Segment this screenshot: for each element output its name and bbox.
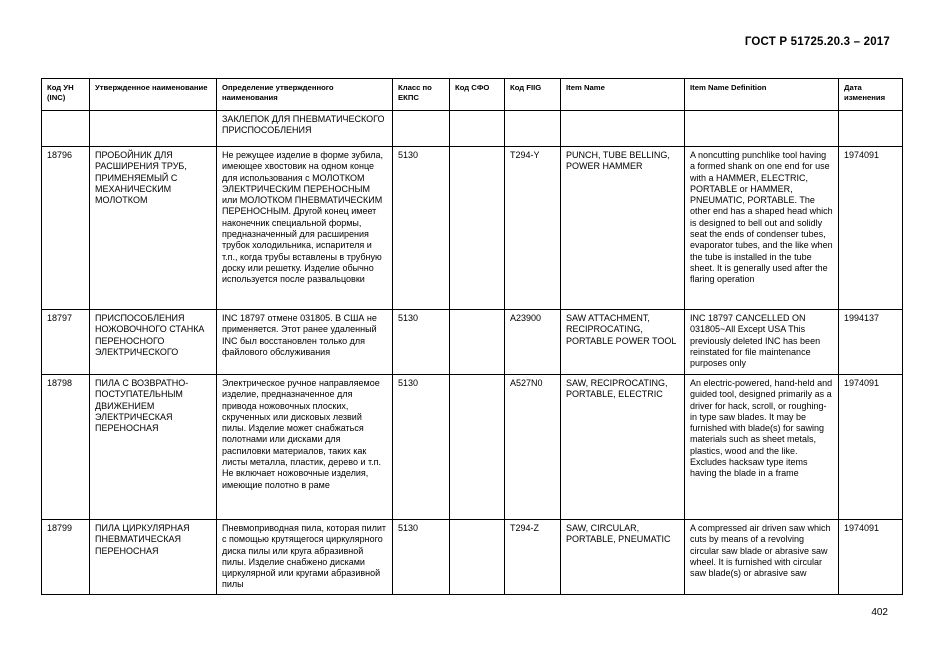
cell-sfo-code [450,310,505,375]
classifier-table [41,78,903,595]
col-header-inc: Код УН (INC) [42,79,90,111]
cell-fiig-code [505,111,561,147]
col-header-definition: Определение утвержденного наименования [217,79,393,111]
cell-fiig-code: T294-Y [505,147,561,310]
cell-item-name-definition: An electric-powered, hand-held and guided tool, designed primarily as a driver for hack, scroll, or roughing-in type saw blades. It may be furnished with blade(s) for sawing materials such as sheet metals, plastics, wood and the like. Excludes hacksaw type items having the blade in a frame [685,375,839,520]
cell-change-date [839,111,903,147]
cell-item-name-definition: INC 18797 CANCELLED ON 031805~All Except USA This previously deleted INC has been reinstated for file maintenance purposes only [685,310,839,375]
table-row [42,375,903,520]
cell-ekps-class: 5130 [393,520,450,595]
cell-fiig-code: A23900 [505,310,561,375]
cell-inc [42,111,90,147]
cell-change-date: 1974091 [839,520,903,595]
col-header-approved-name: Утвержденное наименование [90,79,217,111]
col-header-sfo-code: Код СФО [450,79,505,111]
cell-definition: Не режущее изделие в форме зубила, имеющее хвостовик на одном конце для использования с МОЛОТКОМ ЭЛЕКТРИЧЕСКИМ ПЕРЕНОСНЫМ или МОЛОТКОМ ПНЕВМАТИЧЕСКИМ ПЕРЕНОСНЫМ. Другой конец имеет наконечник специальной формы, предназначенный для расширения трубок холодильника, испарителя и т.п., когда трубы вставлены в трубную доску или решетку. Изделие обычно используется после развальцовки [217,147,393,310]
cell-ekps-class: 5130 [393,310,450,375]
cell-approved-name [90,111,217,147]
cell-approved-name: ПРОБОЙНИК ДЛЯ РАСШИРЕНИЯ ТРУБ, ПРИМЕНЯЕМЫЙ С МЕХАНИЧЕСКИМ МОЛОТКОМ [90,147,217,310]
cell-ekps-class [393,111,450,147]
cell-definition: Электрическое ручное направляемое изделие, предназначенное для привода ножовочных плоских, скрученных или дисковых лезвий пилы. Изделие может снабжаться полотнами или дисками для распиловки материалов, таких как листы металла, пластик, дерево и т.п. Не включает ножовочные изделия, имеющие полотно в раме [217,375,393,520]
cell-item-name: PUNCH, TUBE BELLING, POWER HAMMER [561,147,685,310]
cell-item-name-definition: A noncutting punchlike tool having a formed shank on one end for use with a HAMMER, ELECTRIC, PORTABLE or HAMMER, PNEUMATIC, PORTABLE. The other end has a shaped head which is designed to bell out and solidly seat the ends of condenser tubes, evaporator tubes, and the like when the tube is installed in the tube sheet. It is generally used after the flaring operation [685,147,839,310]
cell-sfo-code [450,375,505,520]
cell-approved-name: ПИЛА ЦИРКУЛЯРНАЯ ПНЕВМАТИЧЕСКАЯ ПЕРЕНОСНАЯ [90,520,217,595]
col-header-change-date: Дата изменения [839,79,903,111]
cell-change-date: 1974091 [839,147,903,310]
cell-ekps-class: 5130 [393,147,450,310]
cell-inc: 18797 [42,310,90,375]
col-header-ekps-class: Класс по ЕКПС [393,79,450,111]
col-header-item-name-definition: Item Name Definition [685,79,839,111]
cell-item-name: SAW, RECIPROCATING, PORTABLE, ELECTRIC [561,375,685,520]
col-header-item-name: Item Name [561,79,685,111]
cell-sfo-code [450,520,505,595]
cell-sfo-code [450,111,505,147]
cell-ekps-class: 5130 [393,375,450,520]
cell-definition: ЗАКЛЕПОК ДЛЯ ПНЕВМАТИЧЕСКОГО ПРИСПОСОБЛЕНИЯ [217,111,393,147]
cell-fiig-code: T294-Z [505,520,561,595]
cell-item-name-definition [685,111,839,147]
cell-change-date: 1994137 [839,310,903,375]
cell-definition: INC 18797 отмене 031805. В США не применяется. Этот ранее удаленный INC был восстановлен только для файлового обслуживания [217,310,393,375]
table-row [42,111,903,147]
table-row [42,147,903,310]
page-number: 402 [871,607,888,618]
table-row [42,310,903,375]
table-row [42,520,903,595]
table-header-row [42,79,903,111]
document-header-standard: ГОСТ Р 51725.20.3 – 2017 [744,36,890,48]
cell-inc: 18799 [42,520,90,595]
cell-inc: 18798 [42,375,90,520]
cell-change-date: 1974091 [839,375,903,520]
cell-item-name-definition: A compressed air driven saw which cuts by means of a revolving circular saw blade or abrasive saw wheel. It is furnished with circular saw blade(s) or abrasive saw [685,520,839,595]
cell-item-name: SAW, CIRCULAR, PORTABLE, PNEUMATIC [561,520,685,595]
cell-sfo-code [450,147,505,310]
cell-approved-name: ПИЛА С ВОЗВРАТНО-ПОСТУПАТЕЛЬНЫМ ДВИЖЕНИЕМ ЭЛЕКТРИЧЕСКАЯ ПЕРЕНОСНАЯ [90,375,217,520]
col-header-fiig-code: Код FIIG [505,79,561,111]
cell-fiig-code: A527N0 [505,375,561,520]
cell-item-name [561,111,685,147]
cell-approved-name: ПРИСПОСОБЛЕНИЯ НОЖОВОЧНОГО СТАНКА ПЕРЕНОСНОГО ЭЛЕКТРИЧЕСКОГО [90,310,217,375]
cell-inc: 18796 [42,147,90,310]
cell-definition: Пневмоприводная пила, которая пилит с помощью крутящегося циркулярного диска пилы или круга абразивной пилы. Изделие снабжено дисками циркулярной или кругами абразивной пилы [217,520,393,595]
cell-item-name: SAW ATTACHMENT, RECIPROCATING, PORTABLE POWER TOOL [561,310,685,375]
